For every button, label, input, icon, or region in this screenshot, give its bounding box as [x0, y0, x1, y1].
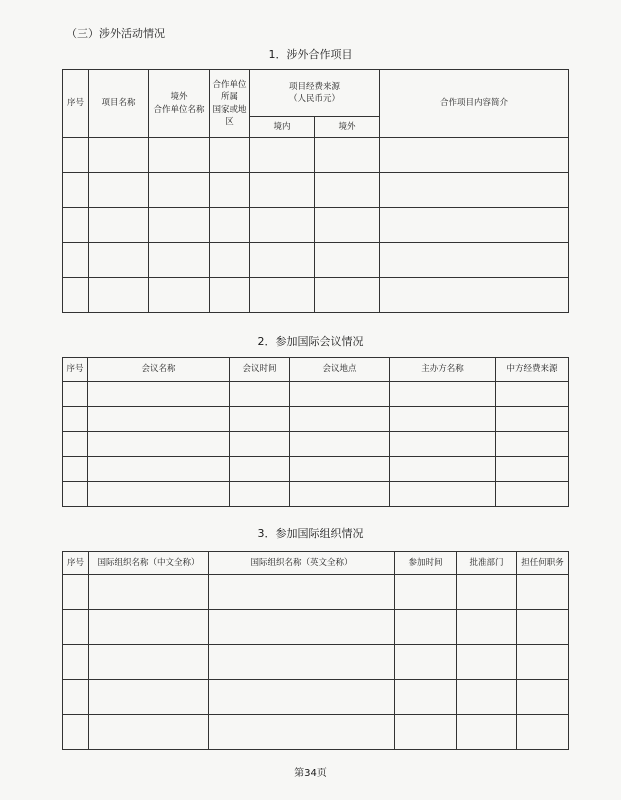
table-cell[interactable]	[496, 482, 569, 507]
table-cell[interactable]	[63, 457, 88, 482]
table-cell[interactable]	[88, 382, 230, 407]
column-header: 会议地点	[290, 358, 390, 382]
table-cell[interactable]	[290, 457, 390, 482]
table-cell[interactable]	[457, 680, 517, 715]
table-row	[63, 243, 569, 278]
international-organizations-table	[62, 551, 569, 750]
table-cell[interactable]	[210, 138, 250, 173]
table-cell[interactable]	[230, 407, 290, 432]
column-header: 序号	[63, 358, 88, 382]
table-cell[interactable]	[457, 610, 517, 645]
table-row	[63, 715, 569, 750]
table-cell[interactable]	[250, 278, 315, 313]
table-cell[interactable]	[89, 715, 209, 750]
table-row	[63, 680, 569, 715]
header-funding: 项目经费来源 （人民币元）	[250, 70, 380, 117]
table2-title: 2．参加国际会议情况	[257, 335, 364, 348]
table-cell[interactable]	[390, 407, 496, 432]
table-cell[interactable]	[63, 407, 88, 432]
table-cell[interactable]	[89, 243, 149, 278]
section-heading: （三）涉外活动情况	[66, 27, 165, 40]
table-row	[63, 208, 569, 243]
table-cell[interactable]	[390, 432, 496, 457]
table-cell[interactable]	[395, 610, 457, 645]
foreign-projects-table	[62, 69, 569, 313]
table-cell[interactable]	[315, 243, 380, 278]
page-number: 第34页	[294, 768, 327, 779]
column-header: 会议名称	[88, 358, 230, 382]
table-cell[interactable]	[209, 610, 395, 645]
international-conferences-table	[62, 357, 569, 507]
table-cell[interactable]	[517, 575, 569, 610]
table-cell[interactable]	[63, 680, 89, 715]
table-cell[interactable]	[149, 243, 210, 278]
table-cell[interactable]	[496, 432, 569, 457]
column-header: 序号	[63, 552, 89, 575]
table-cell[interactable]	[89, 173, 149, 208]
table-cell[interactable]	[496, 382, 569, 407]
table-cell[interactable]	[63, 208, 89, 243]
table-cell[interactable]	[395, 645, 457, 680]
table-row	[63, 457, 569, 482]
table-cell[interactable]	[89, 610, 209, 645]
table-cell[interactable]	[380, 138, 569, 173]
table-cell[interactable]	[63, 278, 89, 313]
table-cell[interactable]	[89, 645, 209, 680]
column-header: 担任何职务	[517, 552, 569, 575]
column-header: 国际组织名称（中文全称）	[89, 552, 209, 575]
table-cell[interactable]	[230, 432, 290, 457]
column-header: 中方经费来源	[496, 358, 569, 382]
table-cell[interactable]	[457, 645, 517, 680]
table-cell[interactable]	[89, 208, 149, 243]
table-cell[interactable]	[315, 278, 380, 313]
table-cell[interactable]	[250, 138, 315, 173]
table-cell[interactable]	[395, 575, 457, 610]
table-cell[interactable]	[517, 680, 569, 715]
table-cell[interactable]	[395, 715, 457, 750]
table-cell[interactable]	[457, 715, 517, 750]
table-cell[interactable]	[63, 715, 89, 750]
table-cell[interactable]	[290, 482, 390, 507]
table-cell[interactable]	[390, 382, 496, 407]
header-unit-country: 合作单位 所属 国家或地 区	[210, 70, 250, 138]
table-cell[interactable]	[88, 407, 230, 432]
table-cell[interactable]	[89, 575, 209, 610]
table-cell[interactable]	[517, 645, 569, 680]
column-header: 参加时间	[395, 552, 457, 575]
table1-title: 1．涉外合作项目	[268, 48, 353, 61]
table-cell[interactable]	[380, 278, 569, 313]
table-cell[interactable]	[63, 432, 88, 457]
table-cell[interactable]	[63, 645, 89, 680]
table-cell[interactable]	[149, 208, 210, 243]
table-cell[interactable]	[210, 243, 250, 278]
table-cell[interactable]	[149, 138, 210, 173]
table-cell[interactable]	[89, 138, 149, 173]
table-cell[interactable]	[88, 432, 230, 457]
table-cell[interactable]	[250, 243, 315, 278]
table-cell[interactable]	[517, 610, 569, 645]
table-cell[interactable]	[496, 457, 569, 482]
table-cell[interactable]	[395, 680, 457, 715]
table-cell[interactable]	[496, 407, 569, 432]
table-cell[interactable]	[380, 173, 569, 208]
table-cell[interactable]	[149, 278, 210, 313]
column-header: 主办方名称	[390, 358, 496, 382]
header-seq: 序号	[63, 70, 89, 138]
header-project-name: 项目名称	[89, 70, 149, 138]
table3-title: 3．参加国际组织情况	[257, 527, 364, 540]
table-cell[interactable]	[380, 208, 569, 243]
table-cell[interactable]	[209, 645, 395, 680]
table-row	[63, 173, 569, 208]
table-cell[interactable]	[315, 208, 380, 243]
table-cell[interactable]	[290, 432, 390, 457]
table-cell[interactable]	[209, 575, 395, 610]
table-cell[interactable]	[290, 382, 390, 407]
table-cell[interactable]	[63, 382, 88, 407]
table-cell[interactable]	[210, 278, 250, 313]
table-cell[interactable]	[149, 173, 210, 208]
table-cell[interactable]	[63, 610, 89, 645]
table-cell[interactable]	[209, 715, 395, 750]
header-funding-foreign: 境外	[315, 117, 380, 138]
table-row	[63, 575, 569, 610]
table-row	[63, 407, 569, 432]
table-row	[63, 278, 569, 313]
table-cell[interactable]	[230, 382, 290, 407]
table-cell[interactable]	[63, 482, 88, 507]
table-row	[63, 610, 569, 645]
table-cell[interactable]	[63, 575, 89, 610]
table-cell[interactable]	[315, 173, 380, 208]
table-row	[63, 482, 569, 507]
column-header: 会议时间	[230, 358, 290, 382]
table-cell[interactable]	[390, 482, 496, 507]
table-cell[interactable]	[63, 138, 89, 173]
table-cell[interactable]	[290, 407, 390, 432]
table-cell[interactable]	[89, 680, 209, 715]
table-cell[interactable]	[89, 278, 149, 313]
table-row	[63, 382, 569, 407]
table-cell[interactable]	[250, 208, 315, 243]
table-row	[63, 432, 569, 457]
table-cell[interactable]	[517, 715, 569, 750]
column-header: 批准部门	[457, 552, 517, 575]
table-cell[interactable]	[380, 243, 569, 278]
table-row	[63, 645, 569, 680]
table-cell[interactable]	[390, 457, 496, 482]
table-cell[interactable]	[230, 457, 290, 482]
table-cell[interactable]	[209, 680, 395, 715]
table-cell[interactable]	[88, 482, 230, 507]
table-cell[interactable]	[250, 173, 315, 208]
table-cell[interactable]	[230, 482, 290, 507]
header-summary: 合作项目内容简介	[380, 70, 569, 138]
column-header: 国际组织名称（英文全称）	[209, 552, 395, 575]
table-row	[63, 138, 569, 173]
header-funding-domestic: 境内	[250, 117, 315, 138]
table-cell[interactable]	[210, 173, 250, 208]
table-cell[interactable]	[210, 208, 250, 243]
table-cell[interactable]	[88, 457, 230, 482]
table-cell[interactable]	[315, 138, 380, 173]
table-cell[interactable]	[63, 243, 89, 278]
header-foreign-unit: 境外 合作单位名称	[149, 70, 210, 138]
table-cell[interactable]	[457, 575, 517, 610]
table-cell[interactable]	[63, 173, 89, 208]
